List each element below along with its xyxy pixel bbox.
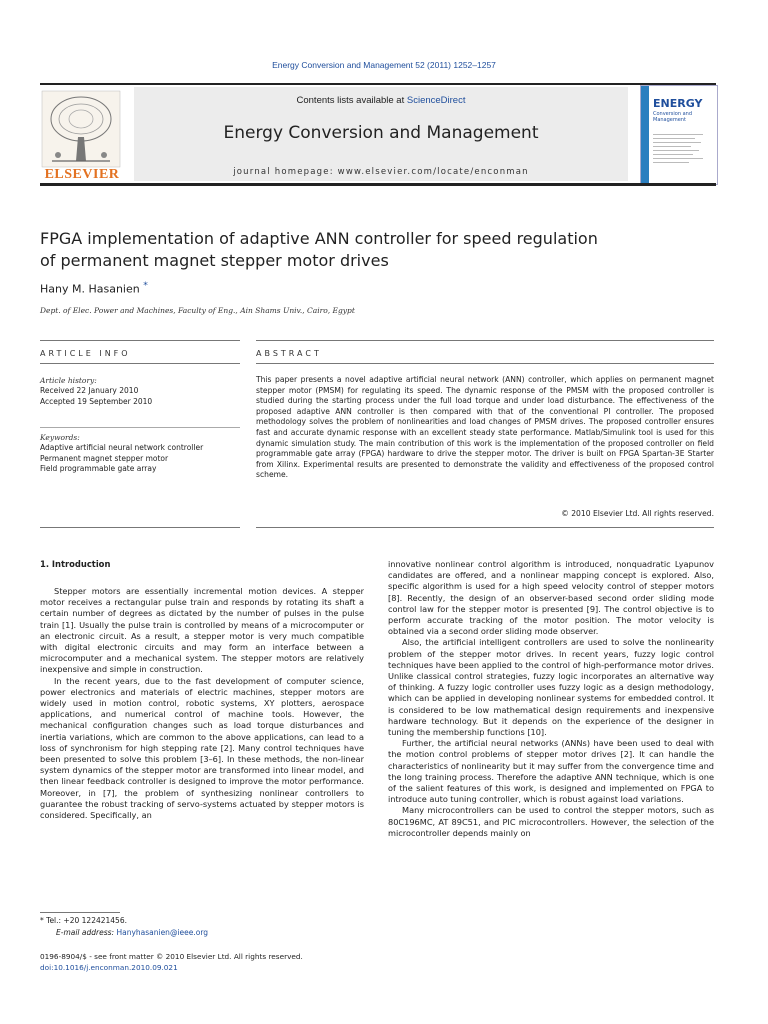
body-column-left (40, 586, 364, 821)
journal-banner (40, 83, 716, 187)
info-top-rule (40, 340, 240, 341)
email-link[interactable]: Hanyhasanien@ieee.org (116, 928, 209, 937)
abstract-bottom-rule (256, 527, 714, 528)
body-paragraph: innovative nonlinear control algorithm is introduced, nonquadratic Lyapunov candidates are offered, and a nonlinear mapping concept is explored. Also, specific algorithm is used for a high speed velocity control of stepper motors [8]. Recently, the design of an observer-based second order sliding mode control law for the stepper motor is presented [9]. The control objective is to perform accurate tracking of the motor position. The motor velocity is obtained via a second order sliding mode observer. (388, 559, 714, 637)
footnote-rule (40, 912, 120, 913)
sciencedirect-link[interactable]: ScienceDirect (406, 95, 466, 106)
journal-homepage[interactable]: journal homepage: www.elsevier.com/locate/enconman (233, 167, 529, 177)
journal-header-box (134, 87, 628, 181)
keyword-list (40, 443, 203, 475)
issn-line: 0196-8904/$ - see front matter © 2010 Elsevier Ltd. All rights reserved. (40, 952, 303, 961)
body-paragraph: Many microcontrollers can be used to control the stepper motors, such as 80C196MC, AT 89C51, and PIC microcontrollers. However, the selection of the microcontroller depends mainly on (388, 805, 714, 838)
elsevier-tree-logo (40, 89, 122, 175)
author-line (40, 280, 148, 296)
paper-title-line2: of permanent magnet stepper motor drives (40, 251, 389, 270)
paper-title (40, 228, 660, 272)
info-bottom-rule (40, 527, 240, 528)
body-paragraph: Further, the artificial neural networks (ANNs) have been used to deal with the motion control problems of stepper motor drives [2]. It can handle the characteristics of nonlinearity but it may suffer from the convergence time and the long training process. Therefore the adaptive ANN technique, which is one of the salient features of this work, is designed and implemented on FPGA to introduce auto tuning controller, which is robust against load variations. (388, 738, 714, 805)
accepted-date: Accepted 19 September 2010 (40, 397, 153, 406)
contents-line (134, 95, 628, 106)
journal-title: Energy Conversion and Management (223, 123, 539, 143)
author-name: Hany M. Hasanien (40, 282, 140, 296)
cover-subtitle: Conversion and Management (653, 111, 693, 123)
article-info-label: ARTICLE INFO (40, 349, 131, 358)
contents-prefix: Contents lists available at (296, 95, 407, 106)
keyword-item: Adaptive artificial neural network controller (40, 443, 204, 452)
abstract-body: This paper presents a novel adaptive artificial neural network (ANN) controller, which applies on permanent magnet stepper motor (PMSM) for regulating its speed. The dynamic response of the PMSM with the proposed controller is studied during the starting process under the full load torque and under load disturbance. The effectiveness of the proposed adaptive ANN controller is then compared with that of the conventional PI controller. The proposed methodology solves the problem of nonlinearities and load changes of PMSM drives. The proposed controller ensures fast and accurate dynamic response with an excellent steady state performance. Matlab/Simulink tool is used for this dynamic simulation study. The main contribution of this work is the implementation of the proposed controller on field programmable gate array (FPGA) hardware to drive the stepper motor. The driver is built on FPGA Spartan-3E Starter from Xilinx. Experimental results are presented to demonstrate the validity and effectiveness of the proposed control scheme. (256, 375, 714, 480)
received-date: Received 22 January 2010 (40, 386, 139, 395)
keywords-heading: Keywords: (40, 433, 80, 442)
info-label-rule (40, 363, 240, 364)
abstract-copyright: © 2010 Elsevier Ltd. All rights reserved. (561, 509, 714, 518)
body-paragraph: Stepper motors are essentially incremental motion devices. A stepper motor receives a rectangular pulse train and responds by rotating its shaft a certain number of degrees as dictated by the number of pulses in the pulse train [1]. Usually the pulse train is controlled by means of a microcomputer or an electronic circuit. As a result, a stepper motor is very much compatible with digital electronic circuits and may form an interface between a microcomputer and a mechanical system. The stepper motors are relatively inexpensive and simple in construction. (40, 586, 364, 675)
banner-top-rule (40, 83, 716, 85)
keyword-item: Permanent magnet stepper motor (40, 453, 169, 463)
abstract-label-rule (256, 363, 714, 364)
section-heading-introduction: 1. Introduction (40, 559, 111, 569)
body-column-right (388, 559, 714, 839)
paper-title-line1: FPGA implementation of adaptive ANN controller for speed regulation (40, 229, 598, 248)
affiliation: Dept. of Elec. Power and Machines, Faculty of Eng., Ain Shams Univ., Cairo, Egypt (40, 306, 355, 315)
footnote-email (56, 928, 208, 937)
keyword-item: Field programmable gate array (40, 464, 157, 473)
author-footnote-mark[interactable]: * (143, 280, 148, 291)
abstract-top-rule (256, 340, 714, 341)
body-paragraph: Also, the artificial intelligent controllers are used to solve the nonlinearity problem of the stepper motor drives. In recent years, fuzzy logic control techniques have been applied to the control of high-performance motor drives. Unlike classical control strategies, fuzzy logic incorporates an alternative way of thinking. A fuzzy logic controller uses fuzzy logic as a design methodology, which can be applied in developing nonlinear systems for embedded control. It is considered to be low mathematical design requirements and inexpensive hardware technology. But it depends on the experience of the designer in tuning the membership functions [10]. (388, 637, 714, 738)
article-history-heading: Article history: (40, 376, 97, 385)
footnote-telephone: * Tel.: +20 122421456. (40, 916, 127, 925)
journal-cover-thumbnail (640, 85, 718, 185)
email-label: E-mail address: (56, 928, 115, 937)
body-paragraph: In the recent years, due to the fast development of computer science, power electronics and materials of electric machines, stepper motors are widely used in motion control, robotic systems, XY plotters, aerospace applications, and numerical control of machine tools. However, the mechanical configuration changes such as load torque disturbances and inertia variations, which are common to the above applications, can lead to a loss of synchronism for high stepping rate [2]. Many control techniques have been presented to solve this problem [3–6]. In these methods, the non-linear system dynamics of the stepper motor are transformed into linear model, and then linear feedback controller is designed to improve the motor performance. Moreover, in [7], the problem of synthesizing nonlinear controllers to guarantee the robust tracking of servo-systems actuated by stepper motors is considered. Specifically, an (40, 675, 364, 821)
cover-text-lines (653, 134, 708, 166)
abstract-label: ABSTRACT (256, 349, 322, 358)
info-mid-rule (40, 427, 240, 428)
cover-title: ENERGY (653, 97, 703, 110)
journal-citation[interactable]: Energy Conversion and Management 52 (2011) 1252–1257 (272, 60, 496, 70)
elsevier-wordmark: ELSEVIER (44, 167, 120, 182)
doi-link[interactable]: doi:10.1016/j.enconman.2010.09.021 (40, 963, 178, 972)
cover-band (641, 86, 649, 184)
banner-bottom-rule (40, 183, 716, 186)
